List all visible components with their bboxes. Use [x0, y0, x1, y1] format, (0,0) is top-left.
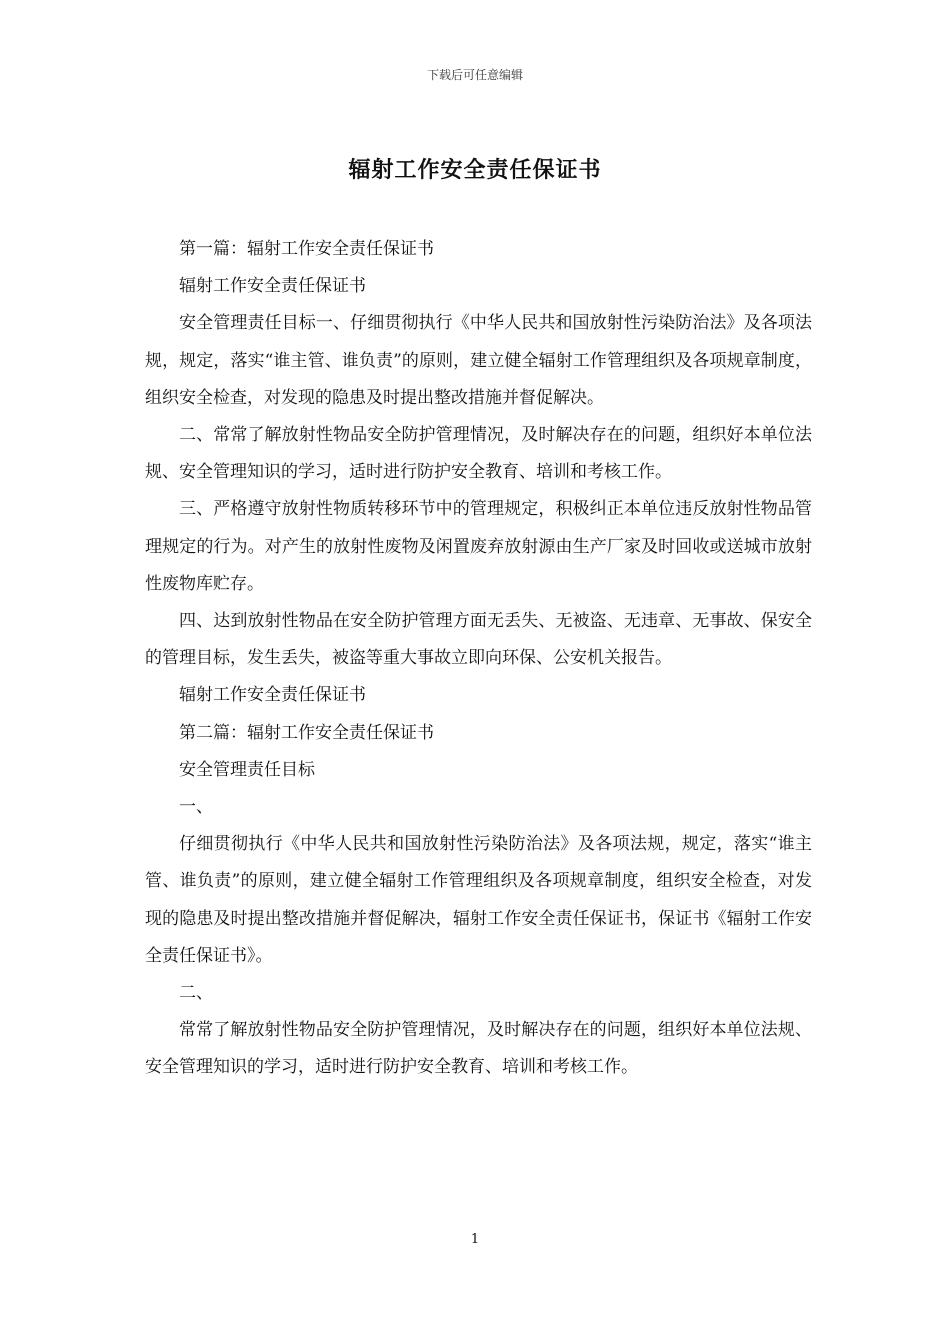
paragraph-part2-number-2: 二、 — [179, 983, 213, 1004]
paragraph-item-2: 二、常常了解放射性物品安全防护管理情况，及时解决存在的问题，组织好本单位法规、安全管理知识的学习，适时进行防护安全教育、培训和考核工作。 — [145, 425, 812, 483]
paragraph-part2-number-1: 一、 — [179, 797, 213, 818]
paragraph-part2-item-1: 仔细贯彻执行《中华人民共和国放射性污染防治法》及各项法规，规定，落实“谁主管、谁负责”的原则，建立健全辐射工作管理组织及各项规章制度，组织安全检查，对发现的隐患及时提出整改措施并督促解决，辐射工作安全责任保证书，保证书《辐射工作安全责任保证书》。 — [145, 834, 812, 966]
paragraph-part1-closing: 辐射工作安全责任保证书 — [179, 685, 366, 706]
paragraph-part2-subtitle: 安全管理责任目标 — [179, 759, 315, 780]
paragraph-item-1: 安全管理责任目标一、仔细贯彻执行《中华人民共和国放射性污染防治法》及各项法规，规定，落实“谁主管、谁负责”的原则，建立健全辐射工作管理组织及各项规章制度，组织安全检查，对发现的隐患及时提出整改措施并督促解决。 — [145, 313, 812, 408]
page-header-note: 下载后可任意编辑 — [426, 68, 523, 82]
document-title: 辐射工作安全责任保证书 — [348, 157, 602, 183]
page-number: 1 — [470, 1232, 480, 1247]
paragraph-item-3: 三、严格遵守放射性物质转移环节中的管理规定，积极纠正本单位违反放射性物品管理规定的行为。对产生的放射性废物及闲置废弃放射源由生产厂家及时回收或送城市放射性废物库贮存。 — [145, 499, 812, 594]
paragraph-part2-heading: 第二篇：辐射工作安全责任保证书 — [179, 722, 434, 743]
paragraph-part1-subtitle: 辐射工作安全责任保证书 — [179, 276, 366, 297]
document-body — [145, 231, 812, 1087]
paragraph-part1-heading: 第一篇：辐射工作安全责任保证书 — [179, 239, 434, 259]
paragraph-item-4: 四、达到放射性物品在安全防护管理方面无丢失、无被盗、无违章、无事故、保安全的管理目标，发生丢失，被盗等重大事故立即向环保、公安机关报告。 — [145, 611, 812, 669]
paragraph-part2-item-2: 常常了解放射性物品安全防护管理情况，及时解决存在的问题，组织好本单位法规、安全管理知识的学习，适时进行防护安全教育、培训和考核工作。 — [145, 1020, 812, 1078]
